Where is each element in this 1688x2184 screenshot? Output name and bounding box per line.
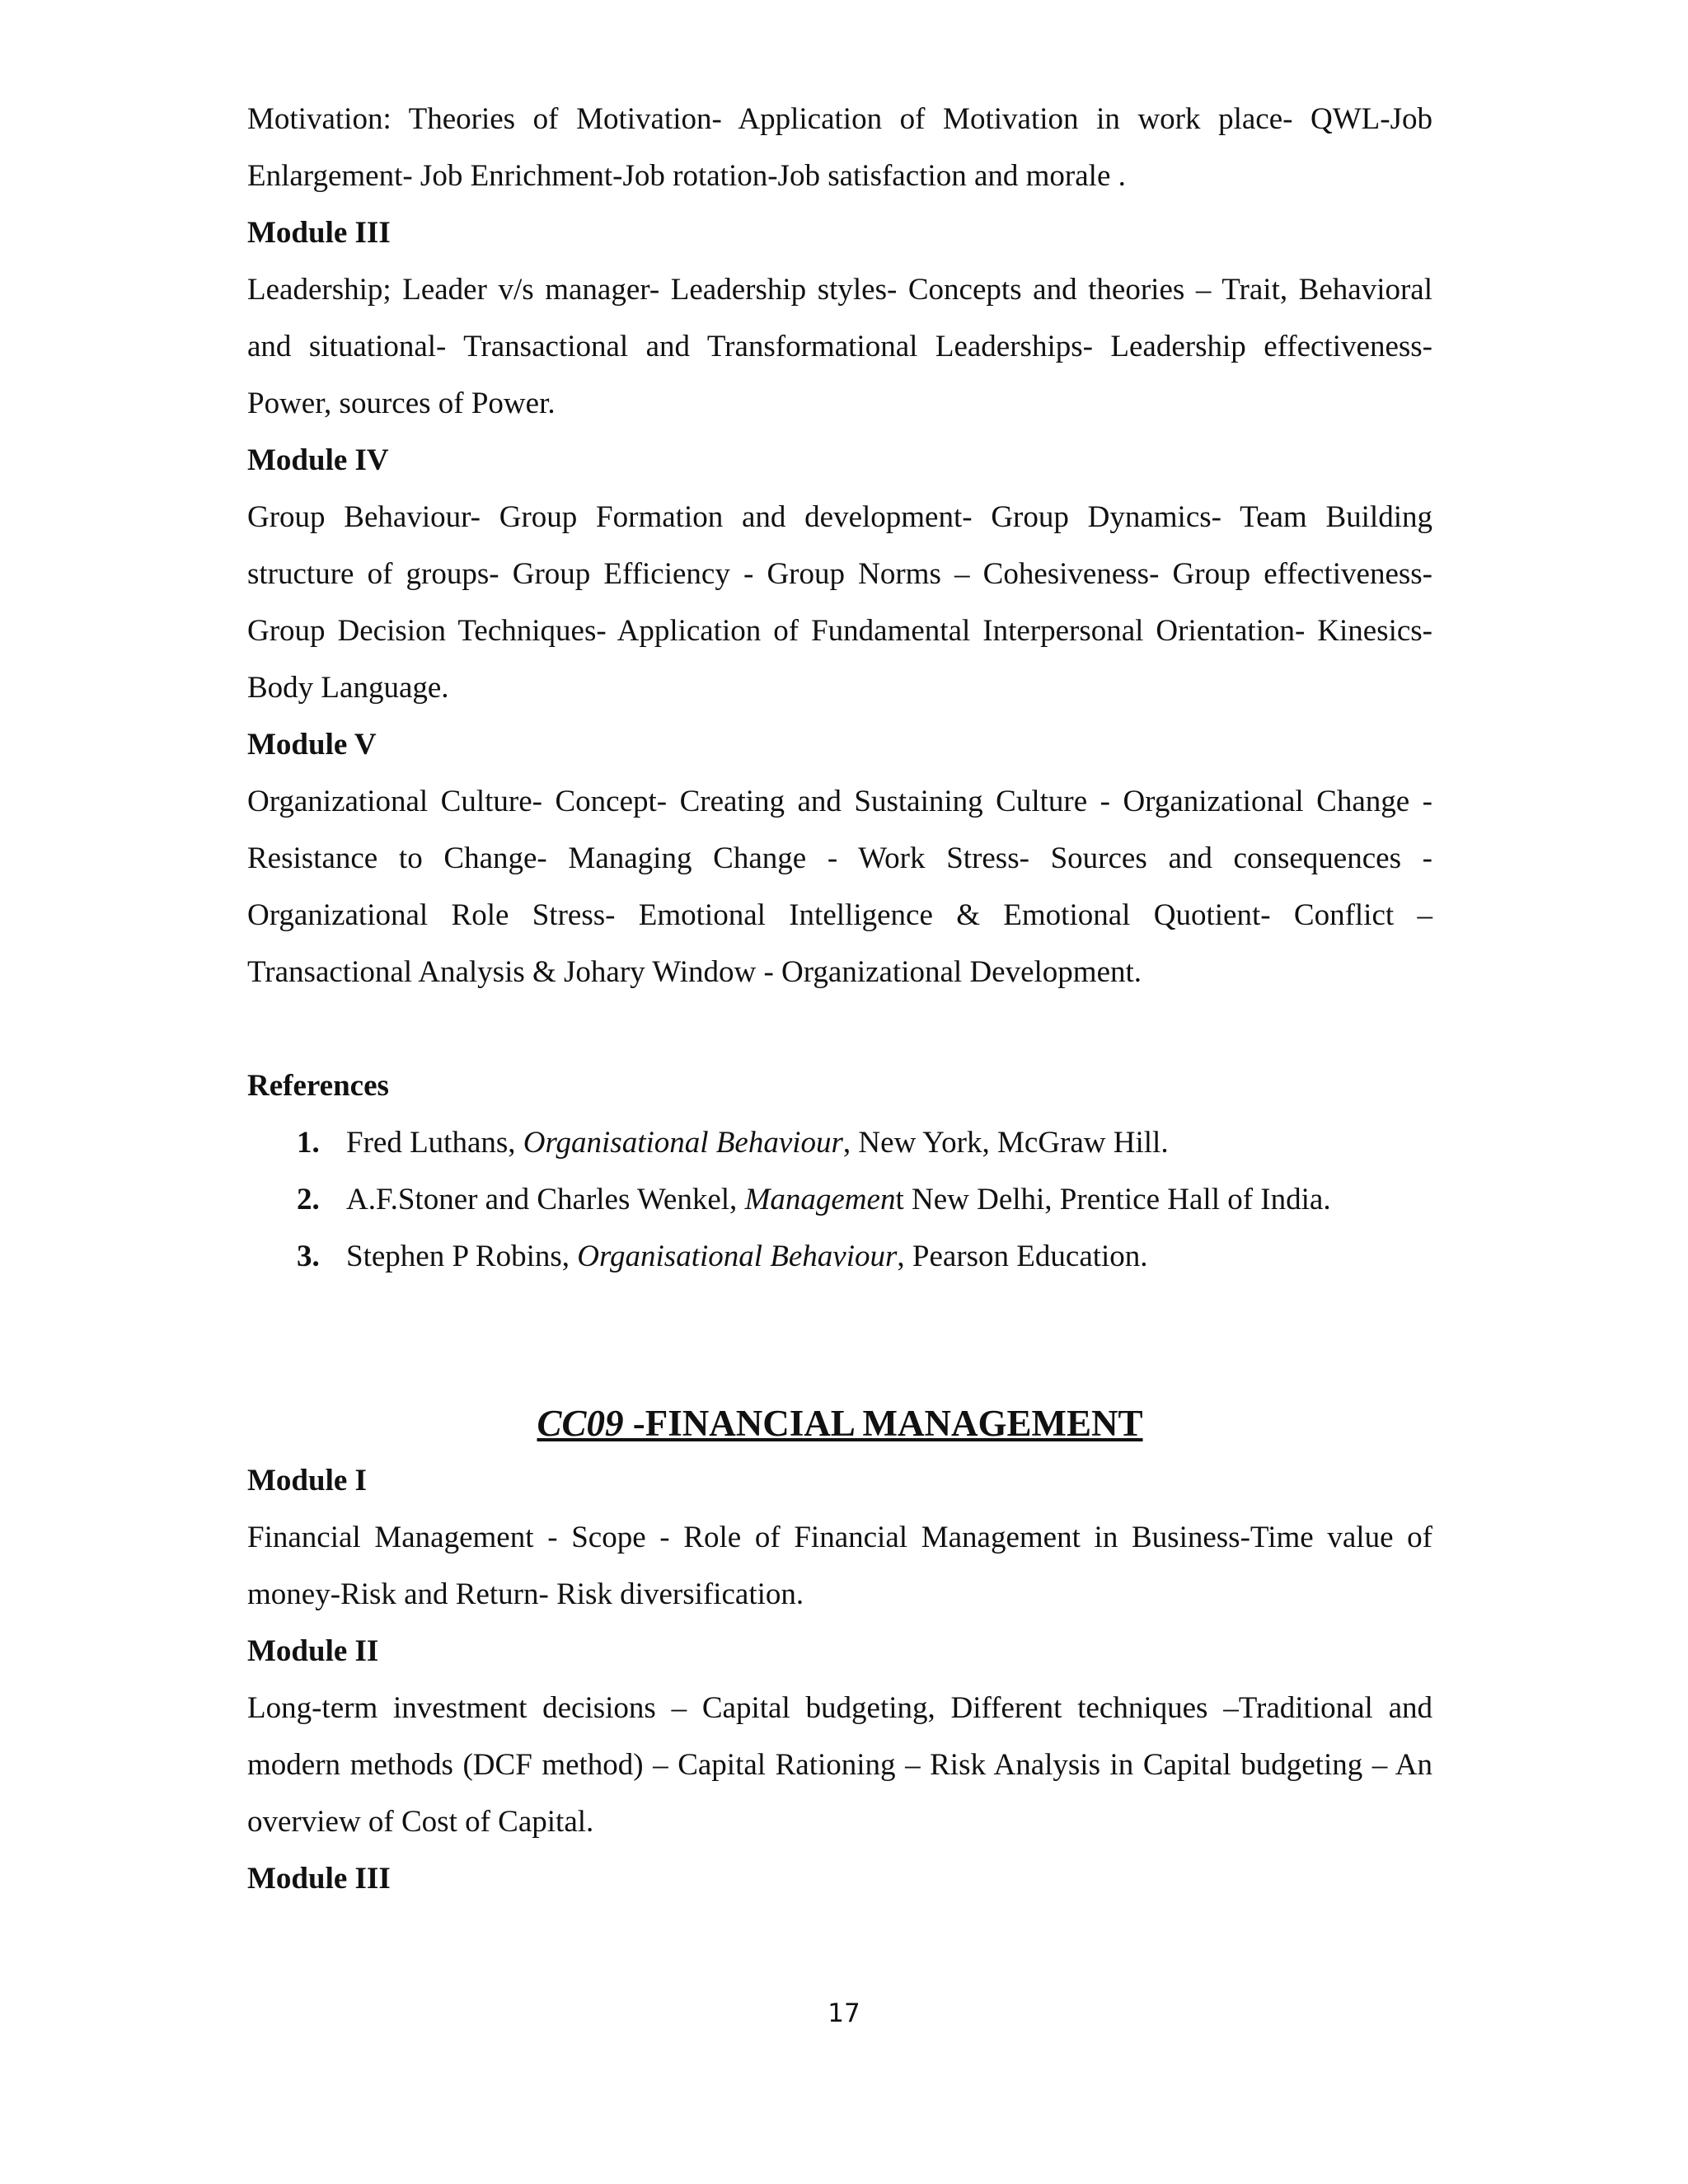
reference-number: 2. xyxy=(297,1183,320,1216)
module-iv-heading: Module IV xyxy=(247,443,389,477)
reference-title: Managemen xyxy=(744,1183,896,1216)
module-iii-heading: Module III xyxy=(247,216,391,250)
reference-author: Stephen P Robins, xyxy=(346,1240,578,1273)
reference-publisher: , New York, McGraw Hill. xyxy=(842,1126,1169,1160)
reference-item-3 xyxy=(247,1228,1432,1285)
module-iii-paragraph: Leadership; Leader v/s manager- Leadership styles- Concepts and theories – Trait, Behavioral and situational- Transactional and Transformational Leaderships- Leadership effectiveness- Power, sources of Power. xyxy=(247,273,1432,420)
course-title xyxy=(247,1395,1432,1452)
course-module-i-heading: Module I xyxy=(247,1464,367,1497)
module-iv-paragraph: Group Behaviour- Group Formation and development- Group Dynamics- Team Building structure of groups- Group Efficiency - Group Norms – Cohesiveness- Group effectiveness- Group Decision Techniques- Application of Fundamental Interpersonal Orientation- Kinesics- Body Language. xyxy=(247,500,1432,705)
course-module-ii-heading: Module II xyxy=(247,1634,379,1668)
reference-publisher: t New Delhi, Prentice Hall of India. xyxy=(895,1183,1331,1216)
references-list xyxy=(247,1114,1432,1285)
section-spacer xyxy=(247,1285,1432,1342)
reference-title: Organisational Behaviour xyxy=(523,1126,843,1160)
course-code: CC09 xyxy=(537,1403,624,1444)
reference-number: 1. xyxy=(297,1126,320,1160)
reference-item-1 xyxy=(247,1114,1432,1171)
section-spacer xyxy=(247,1001,1432,1057)
course-name: -FINANCIAL MANAGEMENT xyxy=(623,1403,1143,1444)
references-heading: References xyxy=(247,1069,389,1103)
course-module-ii-paragraph: Long-term investment decisions – Capital budgeting, Different techniques –Traditional and modern methods (DCF method) – Capital Rationing – Risk Analysis in Capital budgeting – An overview of Cost of Capital. xyxy=(247,1691,1432,1839)
reference-title: Organisational Behaviour xyxy=(577,1240,898,1273)
course-module-iii-heading: Module III xyxy=(247,1862,391,1896)
motivation-paragraph: Motivation: Theories of Motivation- Application of Motivation in work place- QWL-Job Enlargement- Job Enrichment-Job rotation-Job satisfaction and morale . xyxy=(247,102,1432,193)
reference-author: A.F.Stoner and Charles Wenkel, xyxy=(346,1183,745,1216)
module-v-heading: Module V xyxy=(247,728,377,762)
reference-number: 3. xyxy=(297,1240,320,1273)
course-module-i-paragraph: Financial Management - Scope - Role of Financial Management in Business-Time value of money-Risk and Return- Risk diversification. xyxy=(247,1521,1432,1611)
page-content xyxy=(247,91,1432,1907)
page-number: 17 xyxy=(828,1999,860,2028)
reference-item-2 xyxy=(247,1171,1432,1228)
module-v-paragraph: Organizational Culture- Concept- Creating and Sustaining Culture - Organizational Change - Resistance to Change- Managing Change - Work Stress- Sources and consequences - Organizational Role Stress- Emotional Intelligence & Emotional Quotient- Conflict – Transactional Analysis & Johary Window - Organizational Development. xyxy=(247,785,1432,989)
reference-author: Fred Luthans, xyxy=(346,1126,523,1160)
reference-publisher: , Pearson Education. xyxy=(897,1240,1148,1273)
